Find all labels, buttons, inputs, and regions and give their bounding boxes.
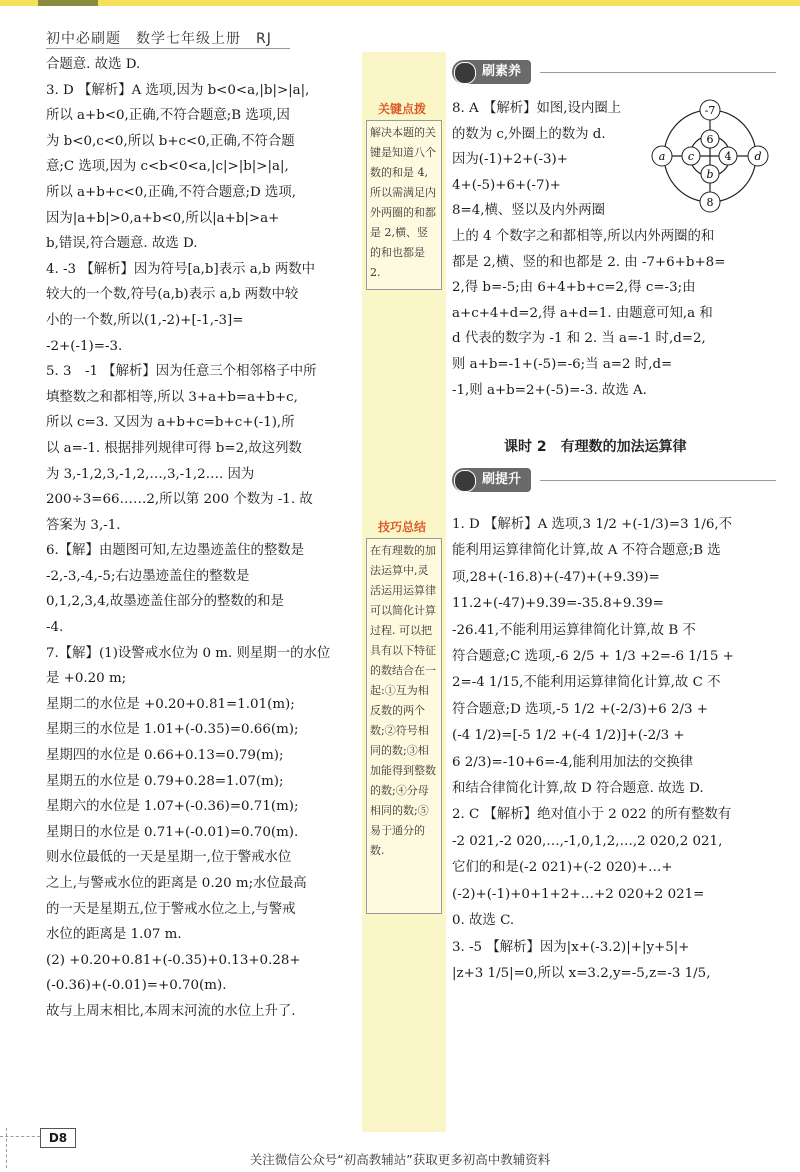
right-column-q8 — [452, 96, 770, 403]
left.lines-line: 7.【解】(1)设警戒水位为 0 m. 则星期一的水位 — [46, 645, 331, 661]
left.lines-line: 星期日的水位是 0.71+(-0.01)=0.70(m). — [46, 824, 299, 840]
key-point-title: 关键点拨 — [378, 102, 427, 116]
right.p1_lines-line: (-2)+(-1)+0+1+2+…+2 020+2 021= — [452, 886, 705, 902]
right.q8_lines-line: 则 a+b=-1+(-5)=-6;当 a=2 时,d= — [452, 356, 673, 372]
right.q8_lines-line: -1,则 a+b=2+(-5)=-3. 故选 A. — [452, 382, 647, 398]
key-point-box: 解决本题的关键是知道八个数的和是 4,所以需满足内外两圈的和都是 2,横、竖的和也都是 2. — [366, 120, 442, 290]
left.lines-line: 5. 3 -1 【解析】因为任意三个相邻格子中所 — [46, 364, 317, 380]
left.lines-line: -2+(-1)=-3. — [46, 338, 123, 354]
left.lines-line: 以 a=-1. 根据排列规律可得 b=2,故这列数 — [46, 440, 302, 456]
right.p1_lines-line: -2 021,-2 020,…,-1,0,1,2,…,2 020,2 021, — [452, 833, 723, 849]
lesson-title: 课时 2 有理数的加法运算律 — [504, 439, 687, 455]
right.q8_lines-line: 8. A 【解析】如图,设内圈上 — [452, 101, 622, 116]
left.lines-line: 星期五的水位是 0.79+0.28=1.07(m); — [46, 773, 284, 789]
right.q8_lines-line: 4+(-5)+6+(-7)+ — [452, 177, 561, 193]
right.p1_lines-line: 和结合律简化计算,故 D 符合题意. 故选 D. — [452, 781, 704, 797]
left.lines-line: 水位的距离是 1.07 m. — [46, 927, 182, 943]
right.p1_lines-line: 6 2/3)=-10+6=-4,能利用加法的交换律 — [452, 754, 694, 770]
right.p1_lines-line: 能利用运算律简化计算,故 A 不符合题意;B 选 — [452, 543, 721, 559]
header-rule — [46, 48, 290, 49]
left.lines-line: 合题意. 故选 D. — [46, 57, 141, 72]
badge-rule-1 — [540, 72, 776, 73]
left.lines-line: 填整数之和都相等,所以 3+a+b=a+b+c, — [46, 389, 298, 405]
diagram-inner-bottom: b — [706, 168, 714, 181]
badge-literacy-label: 刷素养 — [482, 64, 522, 79]
badge-rule-2 — [540, 480, 776, 481]
left.lines-line: 因为|a+b|>0,a+b<0,所以|a+b|>a+ — [46, 210, 280, 226]
right.p1_lines-line: 2=-4 1/15,不能利用运算律简化计算,故 C 不 — [452, 675, 721, 691]
right.q8_lines-line: 2,得 b=-5;由 6+4+b+c=2,得 c=-3;由 — [452, 280, 696, 296]
badge-improve — [452, 468, 531, 492]
right.q8_lines-line: 都是 2,横、竖的和也都是 2. 由 -7+6+b+8= — [452, 254, 726, 270]
right.q8_lines-line: 上的 4 个数字之和都相等,所以内外两圈的和 — [452, 228, 715, 244]
left.lines-line: 0,1,2,3,4,故墨迹盖住部分的整数的和是 — [46, 594, 284, 610]
right.p1_lines-line: 0. 故选 C. — [452, 913, 515, 929]
tip-summary-box: 在有理数的加法运算中,灵活运用运算律可以简化计算过程. 可以把具有以下特征的数结合在一起:①互为相反数的两个数;②符号相同的数;③相加能得到整数的数;④分母相同的数;⑤易于通分的数. — [366, 538, 442, 914]
left.lines-line: 意;C 选项,因为 c<b<0<a,|c|>|b|>|a|, — [46, 159, 289, 175]
left.lines-line: (2) +0.20+0.81+(-0.35)+0.13+0.28+ — [46, 952, 301, 968]
top-color-bar-accent — [38, 0, 98, 6]
badge-improve-label: 刷提升 — [482, 472, 522, 487]
left.lines-line: 星期三的水位是 1.01+(-0.35)=0.66(m); — [46, 722, 299, 738]
top-color-bar — [0, 0, 800, 6]
left.lines-line: (-0.36)+(-0.01)=+0.70(m). — [46, 978, 227, 994]
left.lines-line: 小的一个数,所以(1,-2)+[-1,-3]= — [46, 312, 244, 328]
page-header: 初中必刷题 数学七年级上册 RJ — [46, 31, 272, 47]
left.lines-line: 的一天是星期五,位于警戒水位之上,与警戒 — [46, 901, 296, 917]
left.lines-line: 答案为 3,-1. — [46, 517, 121, 533]
left.lines-line: 所以 a+b<0,正确,不符合题意;B 选项,因 — [46, 108, 290, 124]
left.lines-line: 之上,与警戒水位的距离是 0.20 m;水位最高 — [46, 876, 307, 891]
right.p1_lines-line: 1. D 【解析】A 选项,3 1/2 +(-1/3)=3 1/6,不 — [452, 517, 733, 532]
diagram-right-inner: 4 — [724, 150, 732, 163]
right-column-improve — [452, 512, 770, 987]
left.lines-line: 3. D 【解析】A 选项,因为 b<0<a,|b|>|a|, — [46, 82, 310, 98]
right.q8_lines-line: d 代表的数字为 -1 和 2. 当 a=-1 时,d=2, — [452, 331, 706, 347]
left.lines-line: 星期四的水位是 0.66+0.13=0.79(m); — [46, 748, 284, 764]
left.lines-line: 所以 c=3. 又因为 a+b+c=b+c+(-1),所 — [46, 415, 295, 431]
left.lines-line: 200÷3=66……2,所以第 200 个数为 -1. 故 — [46, 492, 313, 508]
left.lines-line: 为 b<0,c<0,所以 b+c<0,正确,不符合题 — [46, 133, 295, 149]
left.lines-line: 星期六的水位是 1.07+(-0.36)=0.71(m); — [46, 799, 299, 815]
right.p1_lines-line: 项,28+(-16.8)+(-47)+(+9.39)= — [452, 569, 660, 585]
badge-literacy — [452, 60, 531, 84]
diagram-inner-top: 6 — [706, 133, 714, 146]
diagram-top: -7 — [704, 104, 716, 117]
left.lines-line: 4. -3 【解析】因为符号[a,b]表示 a,b 两数中 — [46, 261, 315, 277]
left.lines-line: 6.【解】由题图可知,左边墨迹盖住的整数是 — [46, 543, 305, 559]
footer-note: 关注微信公众号“初高教辅站”获取更多初高中教辅资料 — [249, 1152, 551, 1167]
diagram-left-inner: c — [687, 150, 695, 163]
left.lines-line: 所以 a+b+c<0,正确,不符合题意;D 选项, — [46, 184, 297, 200]
left.lines-line: 则水位最低的一天是星期一,位于警戒水位 — [46, 850, 292, 866]
left.lines-line: b,错误,符合题意. 故选 D. — [46, 236, 198, 252]
diagram-right-outer: d — [754, 150, 762, 163]
left.lines-line: 较大的一个数,符号(a,b)表示 a,b 两数中较 — [46, 287, 299, 303]
page-number: D8 — [40, 1128, 76, 1148]
pen-badge-icon — [454, 62, 476, 84]
diagram-bottom: 8 — [706, 196, 714, 209]
right.q8_lines-line: 8=4,横、竖以及内外两圈 — [452, 203, 606, 219]
right.p1_lines-line: (-4 1/2)=[-5 1/2 +(-4 1/2)]+(-2/3 + — [452, 728, 685, 744]
right.p1_lines-line: 符合题意;C 选项,-6 2/5 + 1/3 +2=-6 1/15 + — [452, 649, 734, 665]
tip-summary-title: 技巧总结 — [378, 520, 427, 534]
left.lines-line: 故与上周末相比,本周末河流的水位上升了. — [46, 1003, 296, 1019]
right.p1_lines-line: 它们的和是(-2 021)+(-2 020)+…+ — [452, 860, 673, 876]
right.p1_lines-line: 符合题意;D 选项,-5 1/2 +(-2/3)+6 2/3 + — [452, 701, 708, 717]
right.q8_lines-line: 的数为 c,外圈上的数为 d. — [452, 126, 606, 142]
left.lines-line: 是 +0.20 m; — [46, 671, 127, 687]
right.p1_lines-line: |z+3 1/5|=0,所以 x=3.2,y=-5,z=-3 1/5, — [452, 965, 711, 981]
left.lines-line: 星期二的水位是 +0.20+0.81=1.01(m); — [46, 696, 295, 712]
right.q8_lines-line: a+c+4+d=2,得 a+d=1. 由题意可知,a 和 — [452, 305, 713, 321]
left-column — [46, 52, 358, 1025]
right.p1_lines-line: 3. -5 【解析】因为|x+(-3.2)|+|y+5|+ — [452, 939, 690, 955]
left.lines-line: -4. — [46, 620, 64, 636]
pen-badge-icon — [454, 470, 476, 492]
left.lines-line: 为 3,-1,2,3,-1,2,…,3,-1,2…. 因为 — [46, 466, 255, 482]
right.p1_lines-line: 2. C 【解析】绝对值小于 2 022 的所有整数有 — [452, 807, 732, 823]
right.p1_lines-line: 11.2+(-47)+9.39=-35.8+9.39= — [452, 596, 664, 612]
left.lines-line: -2,-3,-4,-5;右边墨迹盖住的整数是 — [46, 568, 250, 584]
right.q8_lines-line: 因为(-1)+2+(-3)+ — [452, 152, 568, 168]
diagram-left-outer: a — [658, 150, 666, 163]
right.p1_lines-line: -26.41,不能利用运算律简化计算,故 B 不 — [452, 622, 696, 638]
